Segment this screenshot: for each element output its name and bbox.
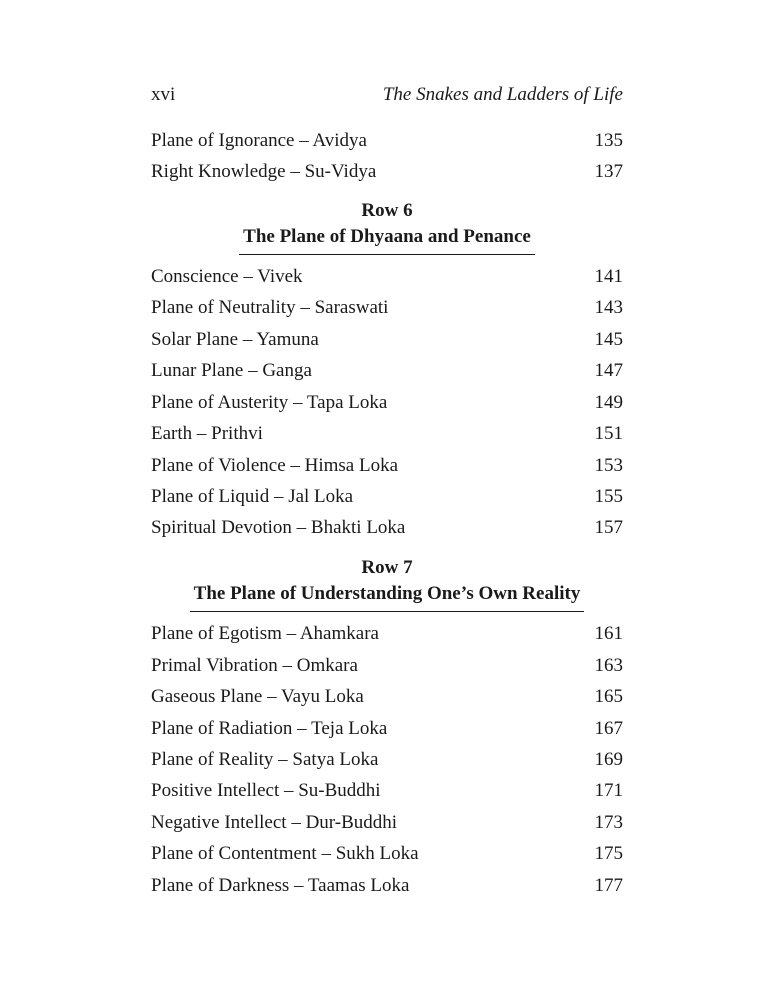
toc-entry-title: Primal Vibration – Omkara bbox=[151, 655, 358, 676]
toc-entry[interactable] bbox=[151, 358, 623, 384]
toc-entry[interactable] bbox=[151, 295, 623, 321]
toc-entry-title: Plane of Neutrality – Saraswati bbox=[151, 297, 389, 318]
toc-entry-page: 149 bbox=[594, 392, 623, 413]
toc-entry-page: 175 bbox=[594, 843, 623, 864]
toc-entry[interactable] bbox=[151, 264, 623, 290]
toc-entry[interactable] bbox=[151, 810, 623, 836]
toc-entry[interactable] bbox=[151, 716, 623, 742]
toc-entry-title: Lunar Plane – Ganga bbox=[151, 360, 312, 381]
toc-entry-title: Plane of Reality – Satya Loka bbox=[151, 749, 379, 770]
toc-entry[interactable] bbox=[151, 128, 623, 154]
toc-entry-title: Plane of Contentment – Sukh Loka bbox=[151, 843, 419, 864]
section-heading-row-7 bbox=[151, 555, 623, 612]
toc-entry-page: 143 bbox=[594, 297, 623, 318]
toc-entry[interactable] bbox=[151, 873, 623, 899]
toc-entry-page: 145 bbox=[594, 329, 623, 350]
toc-entry-page: 137 bbox=[594, 161, 623, 182]
toc-entry-page: 163 bbox=[594, 655, 623, 676]
toc-entry[interactable] bbox=[151, 515, 623, 541]
toc-entry-page: 141 bbox=[594, 266, 623, 287]
toc-entry-page: 165 bbox=[594, 686, 623, 707]
toc-entry-title: Earth – Prithvi bbox=[151, 423, 263, 444]
toc-entry-page: 135 bbox=[594, 130, 623, 151]
toc-entry[interactable] bbox=[151, 653, 623, 679]
toc-entry[interactable] bbox=[151, 484, 623, 510]
toc-entry-page: 161 bbox=[594, 623, 623, 644]
toc-entry[interactable] bbox=[151, 390, 623, 416]
toc-entry-title: Plane of Radiation – Teja Loka bbox=[151, 718, 388, 739]
toc-entry[interactable] bbox=[151, 747, 623, 773]
section-title: The Plane of Understanding One’s Own Reality bbox=[190, 581, 585, 612]
toc-entry[interactable] bbox=[151, 684, 623, 710]
toc-entry-title: Spiritual Devotion – Bhakti Loka bbox=[151, 517, 406, 538]
toc-entry-page: 153 bbox=[594, 455, 623, 476]
toc-entry-title: Positive Intellect – Su-Buddhi bbox=[151, 780, 381, 801]
toc-entry-title: Plane of Egotism – Ahamkara bbox=[151, 623, 379, 644]
toc-entry[interactable] bbox=[151, 327, 623, 353]
toc-entry-page: 177 bbox=[594, 875, 623, 896]
toc-entry-page: 169 bbox=[594, 749, 623, 770]
toc-entry-page: 151 bbox=[594, 423, 623, 444]
toc-entry[interactable] bbox=[151, 453, 623, 479]
row-label: Row 7 bbox=[361, 557, 413, 578]
page-number: xvi bbox=[151, 84, 176, 105]
running-title: The Snakes and Ladders of Life bbox=[382, 84, 623, 105]
toc-entry-title: Gaseous Plane – Vayu Loka bbox=[151, 686, 364, 707]
toc-entry-title: Plane of Ignorance – Avidya bbox=[151, 130, 367, 151]
toc-entry-page: 167 bbox=[594, 718, 623, 739]
toc-entry-title: Plane of Austerity – Tapa Loka bbox=[151, 392, 388, 413]
toc-entry-page: 171 bbox=[594, 780, 623, 801]
toc-entry[interactable] bbox=[151, 778, 623, 804]
toc-entry-title: Right Knowledge – Su-Vidya bbox=[151, 161, 377, 182]
toc-entry-page: 155 bbox=[594, 486, 623, 507]
toc-entry-title: Plane of Liquid – Jal Loka bbox=[151, 486, 354, 507]
toc-entry-title: Conscience – Vivek bbox=[151, 266, 303, 287]
toc-entry[interactable] bbox=[151, 841, 623, 867]
section-title: The Plane of Dhyaana and Penance bbox=[239, 224, 535, 255]
toc-entry-title: Plane of Darkness – Taamas Loka bbox=[151, 875, 410, 896]
section-heading-row-6 bbox=[151, 198, 623, 255]
toc-entry-page: 173 bbox=[594, 812, 623, 833]
toc-entry-page: 157 bbox=[594, 517, 623, 538]
toc-entry-page: 147 bbox=[594, 360, 623, 381]
toc-entry-title: Plane of Violence – Himsa Loka bbox=[151, 455, 399, 476]
page-header bbox=[151, 84, 623, 110]
toc-entry-title: Solar Plane – Yamuna bbox=[151, 329, 319, 350]
toc-entry[interactable] bbox=[151, 621, 623, 647]
toc-entry[interactable] bbox=[151, 421, 623, 447]
row-label: Row 6 bbox=[361, 200, 413, 221]
toc-entry[interactable] bbox=[151, 159, 623, 185]
toc-entry-title: Negative Intellect – Dur-Buddhi bbox=[151, 812, 398, 833]
